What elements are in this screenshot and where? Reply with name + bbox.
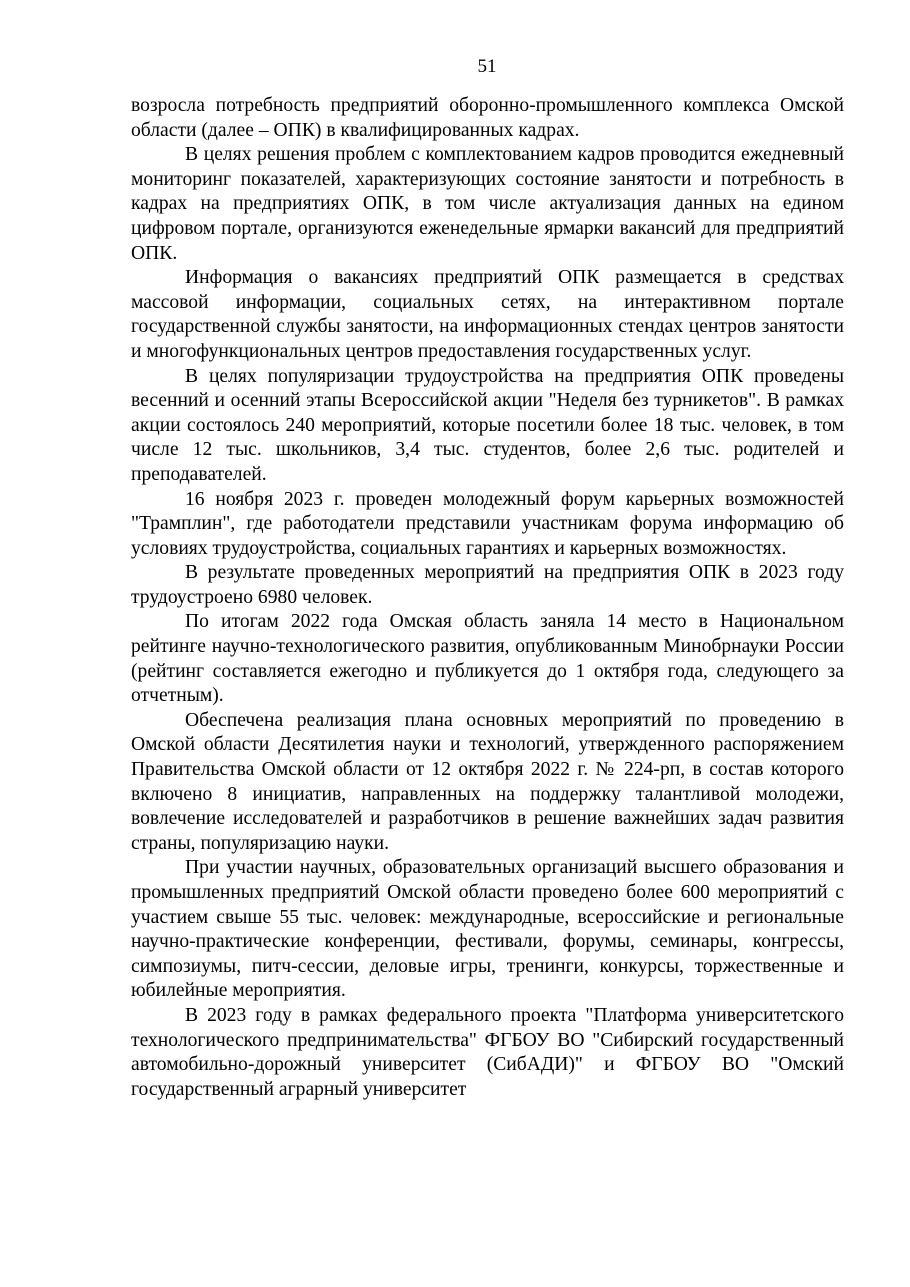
- page-number: 51: [477, 56, 497, 77]
- paragraph: В 2023 году в рамках федерального проекта "Платформа университетского технологического предпринимательства" ФГБОУ ВО "Сибирский государственный автомобильно-дорожный университет (СибАДИ)" и ФГБОУ ВО "Омский государственный аграрный университет: [131, 1004, 844, 1100]
- paragraph: В результате проведенных мероприятий на предприятия ОПК в 2023 году трудоустроено 6980 человек.: [131, 562, 844, 608]
- paragraph: В целях решения проблем с комплектованием кадров проводится ежедневный мониторинг показателей, характеризующих состояние занятости и потребность в кадрах на предприятиях ОПК, в том числе актуализация данных на едином цифровом портале, организуются еженедельные ярмарки вакансий для предприятий ОПК.: [131, 144, 844, 264]
- paragraph: 16 ноября 2023 г. проведен молодежный форум карьерных возможностей "Трамплин", где работодатели представили участникам форума информацию об условиях трудоустройства, социальных гарантиях и карьерных возможностях.: [131, 488, 844, 559]
- paragraph: возросла потребность предприятий оборонно-промышленного комплекса Омской области (далее – ОПК) в квалифицированных кадрах.: [131, 95, 844, 141]
- paragraph: В целях популяризации трудоустройства на предприятия ОПК проведены весенний и осенний этапы Всероссийской акции "Неделя без турникетов". В рамках акции состоялось 240 мероприятий, которые посетили более 18 тыс. человек, в том числе 12 тыс. школьников, 3,4 тыс. студентов, более 2,6 тыс. родителей и преподавателей.: [131, 365, 844, 485]
- document-body: [131, 94, 844, 1102]
- paragraph: Обеспечена реализация плана основных мероприятий по проведению в Омской области Десятилетия науки и технологий, утвержденного распоряжением Правительства Омской области от 12 октября 2022 г. № 224-рп, в состав которого включено 8 инициатив, направленных на поддержку талантливой молодежи, вовлечение исследователей и разработчиков в решение важнейших задач развития страны, популяризацию науки.: [131, 709, 844, 854]
- paragraph: При участии научных, образовательных организаций высшего образования и промышленных предприятий Омской области проведено более 600 мероприятий с участием свыше 55 тыс. человек: международные, всероссийские и региональные научно-практические конференции, фестивали, форумы, семинары, конгрессы, симпозиумы, питч-сессии, деловые игры, тренинги, конкурсы, торжественные и юбилейные мероприятия.: [131, 857, 844, 1002]
- paragraph: Информация о вакансиях предприятий ОПК размещается в средствах массовой информации, социальных сетях, на интерактивном портале государственной службы занятости, на информационных стендах центров занятости и многофункциональных центров предоставления государственных услуг.: [131, 267, 844, 362]
- paragraph: По итогам 2022 года Омская область заняла 14 место в Национальном рейтинге научно-технологического развития, опубликованным Минобрнауки России (рейтинг составляется ежегодно и публикуется до 1 октября года, следующего за отчетным).: [131, 611, 844, 707]
